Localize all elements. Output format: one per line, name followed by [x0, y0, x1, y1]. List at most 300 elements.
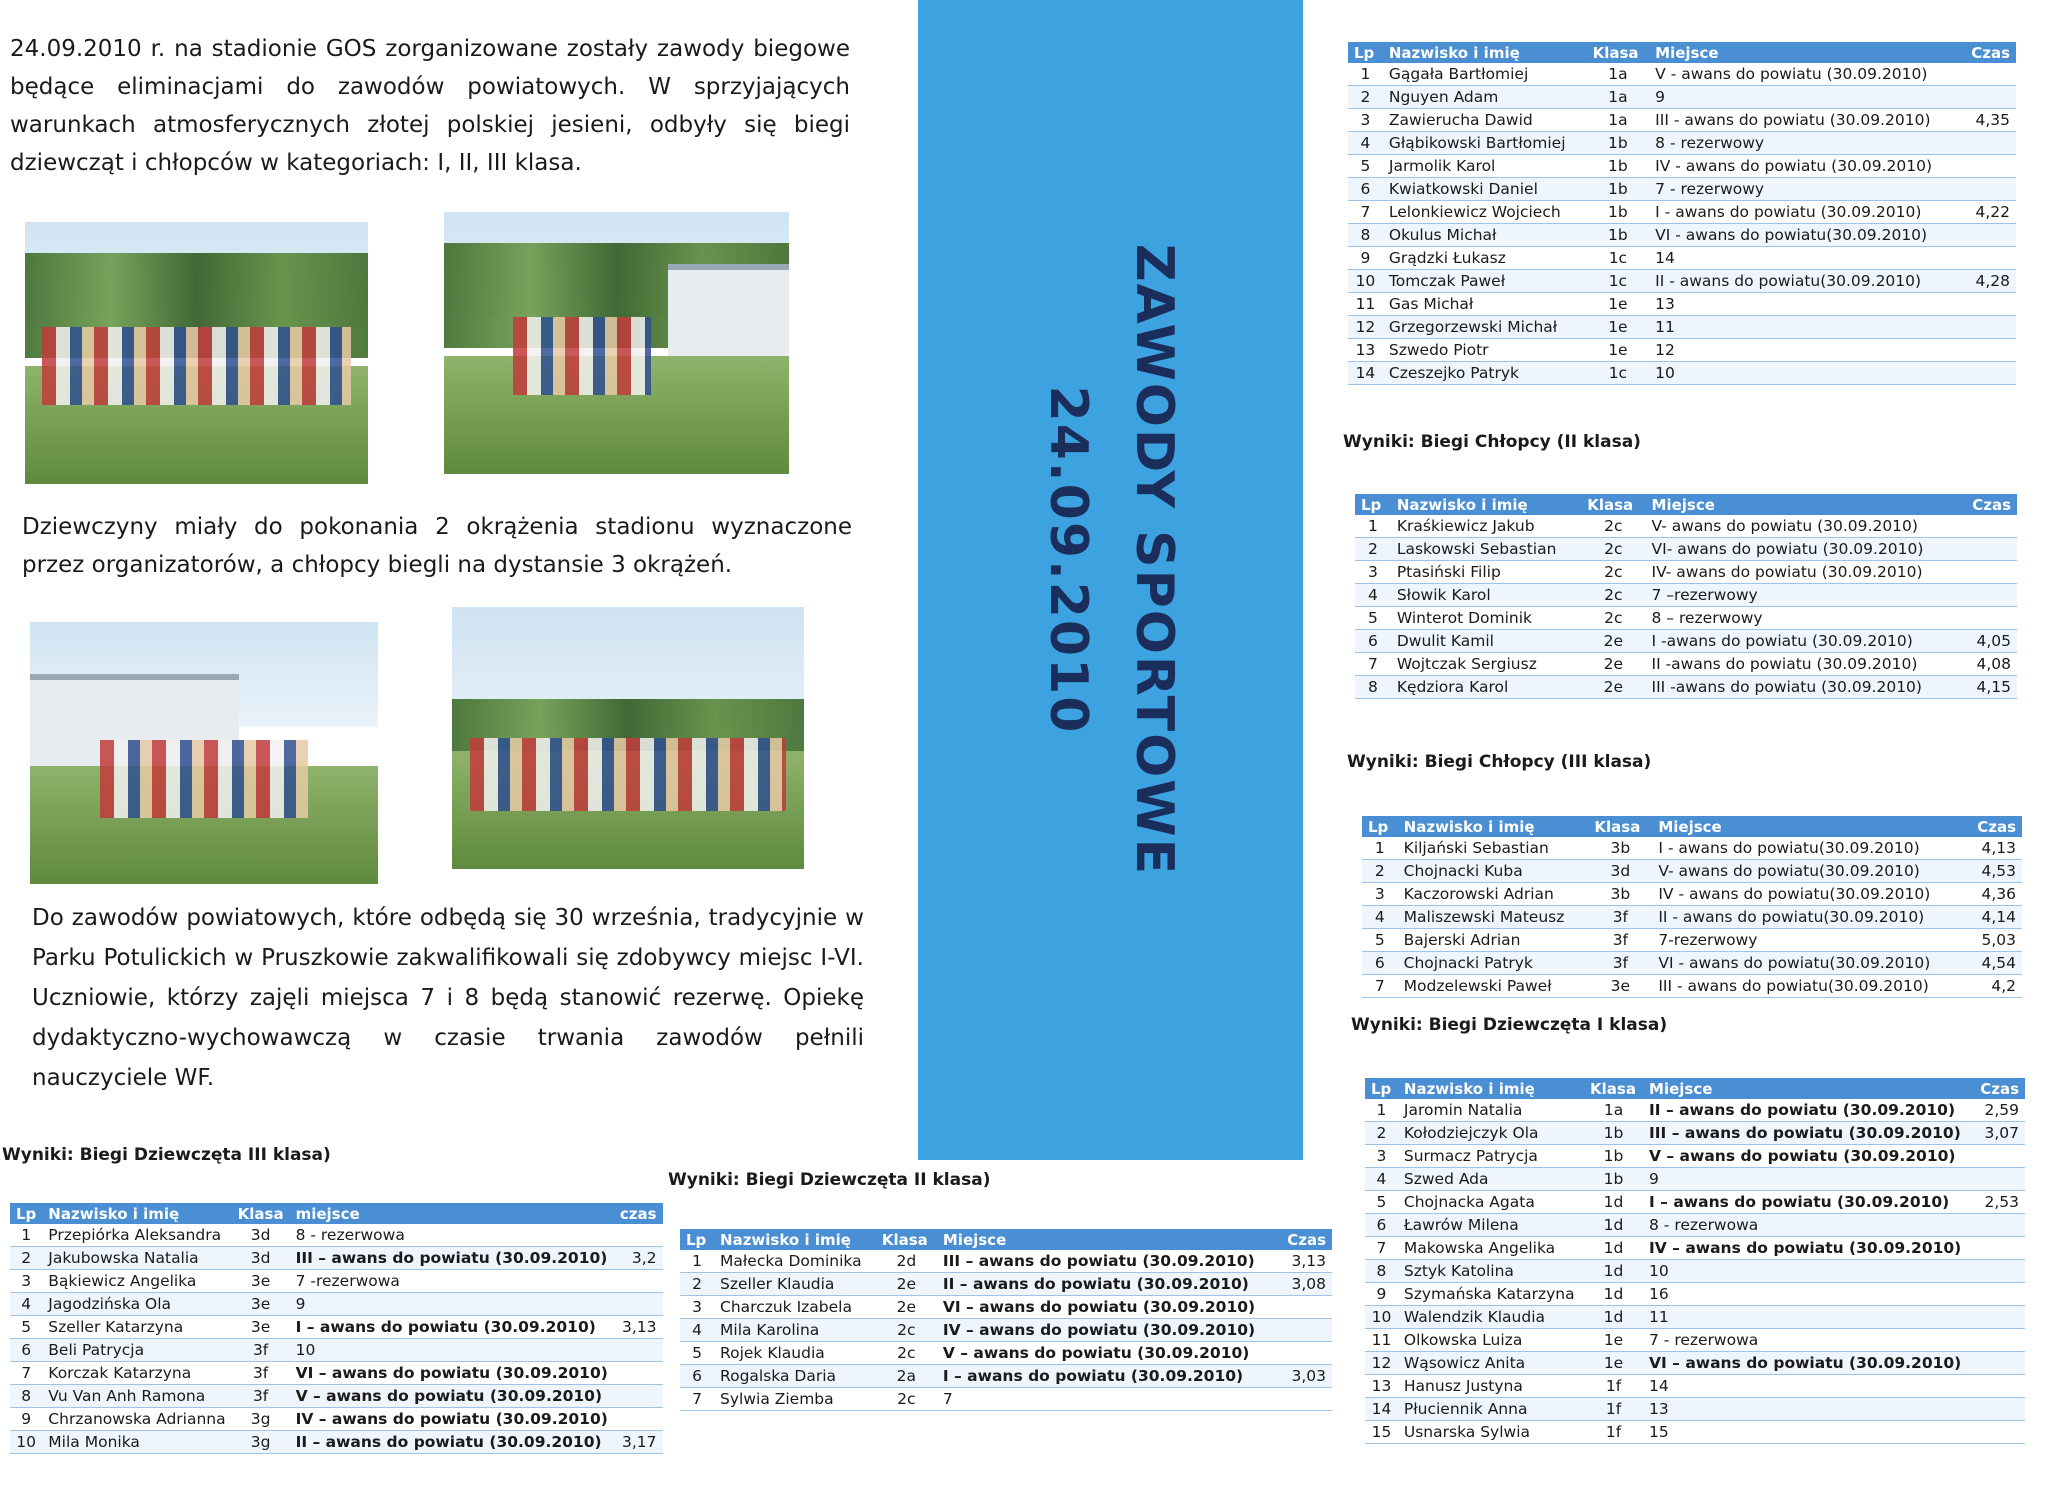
row-name: Zawierucha Dawid [1383, 109, 1587, 132]
row-time: 3,17 [614, 1431, 663, 1454]
row-place: IV - awans do powiatu (30.09.2010) [1649, 155, 1961, 178]
table-row [1348, 132, 2016, 155]
row-time [614, 1339, 663, 1362]
row-name: Dwulit Kamil [1391, 630, 1581, 653]
row-number: 4 [1348, 132, 1383, 155]
table-row [680, 1365, 1332, 1388]
table-row [1348, 293, 2016, 316]
row-class: 3f [232, 1339, 290, 1362]
row-name: Surmacz Patrycja [1398, 1145, 1584, 1168]
column-header: Lp [1362, 816, 1398, 837]
row-class: 1e [1584, 1329, 1643, 1352]
table-row [1365, 1214, 2025, 1237]
row-time [1973, 1145, 2025, 1168]
row-time: 4,05 [1961, 630, 2017, 653]
row-class: 3f [1588, 929, 1652, 952]
row-number: 4 [680, 1319, 714, 1342]
row-name: Lelonkiewicz Wojciech [1383, 201, 1587, 224]
row-class: 2c [876, 1319, 937, 1342]
row-place: II – awans do powiatu (30.09.2010) [1643, 1099, 1973, 1122]
column-header: Miejsce [1652, 816, 1966, 837]
table-row [1365, 1421, 2025, 1444]
row-name: Szymańska Katarzyna [1398, 1283, 1584, 1306]
caption-girls-1: Wyniki: Biegi Dziewczęta I klasa) [1351, 1015, 1668, 1035]
table-row [1365, 1191, 2025, 1214]
row-number: 5 [10, 1316, 42, 1339]
table-header-row [1365, 1078, 2025, 1099]
table-header-row [680, 1229, 1332, 1250]
column-header: Miejsce [937, 1229, 1279, 1250]
row-class: 2e [1581, 653, 1645, 676]
table-row [10, 1339, 663, 1362]
row-class: 3e [232, 1316, 290, 1339]
table-row [10, 1316, 663, 1339]
row-class: 2e [876, 1273, 937, 1296]
row-class: 1b [1584, 1145, 1643, 1168]
row-class: 1d [1584, 1260, 1643, 1283]
row-name: Tomczak Paweł [1383, 270, 1587, 293]
row-number: 3 [1365, 1145, 1398, 1168]
table-row [680, 1296, 1332, 1319]
row-name: Kwiatkowski Daniel [1383, 178, 1587, 201]
row-time [1278, 1388, 1332, 1411]
row-place: VI - awans do powiatu(30.09.2010) [1649, 224, 1961, 247]
table-boys-2 [1355, 494, 2017, 699]
photo-award-ceremony [30, 622, 378, 884]
row-name: Kołodziejczyk Ola [1398, 1122, 1584, 1145]
row-name: Grzegorzewski Michał [1383, 316, 1587, 339]
row-time [1961, 178, 2016, 201]
row-time [1973, 1260, 2025, 1283]
table-row [1355, 676, 2017, 699]
row-place: 7 [937, 1388, 1279, 1411]
table-row [1348, 270, 2016, 293]
row-name: Czeszejko Patryk [1383, 362, 1587, 385]
row-class: 3f [232, 1362, 290, 1385]
row-place: III -awans do powiatu (30.09.2010) [1646, 676, 1961, 699]
intro-paragraph-2: Dziewczyny miały do pokonania 2 okrążenia stadionu wyznaczone przez organizatorów, a chłopcy biegli na dystansie 3 okrążeń. [22, 514, 852, 578]
row-class: 2c [1581, 584, 1645, 607]
row-number: 3 [1348, 109, 1383, 132]
table-header-row [1348, 42, 2016, 63]
row-name: Szeller Katarzyna [42, 1316, 231, 1339]
table-row [1362, 929, 2022, 952]
row-time [1961, 561, 2017, 584]
column-header: Nazwisko i imię [1391, 494, 1581, 515]
row-time [1278, 1342, 1332, 1365]
row-place: I - awans do powiatu (30.09.2010) [1649, 201, 1961, 224]
row-class: 1f [1584, 1421, 1643, 1444]
column-header: Lp [680, 1229, 714, 1250]
table-row [680, 1250, 1332, 1273]
row-number: 10 [10, 1431, 42, 1454]
row-name: Charczuk Izabela [714, 1296, 876, 1319]
row-class: 1c [1587, 247, 1650, 270]
row-name: Jakubowska Natalia [42, 1247, 231, 1270]
table-row [1355, 515, 2017, 538]
table-row [1365, 1352, 2025, 1375]
row-place: V – awans do powiatu (30.09.2010) [290, 1385, 614, 1408]
row-number: 14 [1365, 1398, 1398, 1421]
row-number: 5 [680, 1342, 714, 1365]
row-place: I – awans do powiatu (30.09.2010) [290, 1316, 614, 1339]
table-row [1362, 883, 2022, 906]
column-header: Miejsce [1649, 42, 1961, 63]
row-place: VI- awans do powiatu (30.09.2010) [1646, 538, 1961, 561]
banner-title [1025, 244, 1197, 876]
column-header: Miejsce [1643, 1078, 1973, 1099]
row-time: 4,28 [1961, 270, 2016, 293]
row-name: Wojtczak Sergiusz [1391, 653, 1581, 676]
row-place: 7 -rezerwowa [290, 1270, 614, 1293]
column-header: Czas [1961, 42, 2016, 63]
row-name: Płuciennik Anna [1398, 1398, 1584, 1421]
row-name: Wąsowicz Anita [1398, 1352, 1584, 1375]
table-row [1348, 86, 2016, 109]
row-time [1973, 1283, 2025, 1306]
column-header: miejsce [290, 1203, 614, 1224]
row-number: 5 [1348, 155, 1383, 178]
row-time [1973, 1237, 2025, 1260]
row-time [1278, 1296, 1332, 1319]
row-place: 8 - rezerwowa [1643, 1214, 1973, 1237]
row-number: 6 [1348, 178, 1383, 201]
table-row [1365, 1329, 2025, 1352]
row-time [1961, 247, 2016, 270]
row-number: 7 [1365, 1237, 1398, 1260]
table-header-row [10, 1203, 663, 1224]
row-number: 7 [1362, 975, 1398, 998]
row-class: 1a [1587, 109, 1650, 132]
row-number: 6 [1362, 952, 1398, 975]
row-number: 15 [1365, 1421, 1398, 1444]
row-class: 2c [876, 1388, 937, 1411]
column-header: Lp [1348, 42, 1383, 63]
row-number: 9 [10, 1408, 42, 1431]
row-name: Szwed Ada [1398, 1168, 1584, 1191]
row-class: 3f [1588, 952, 1652, 975]
row-number: 1 [1348, 63, 1383, 86]
row-place: 15 [1643, 1421, 1973, 1444]
row-number: 2 [1365, 1122, 1398, 1145]
row-time [614, 1362, 663, 1385]
column-header: Czas [1278, 1229, 1332, 1250]
row-number: 12 [1365, 1352, 1398, 1375]
column-header: Lp [1365, 1078, 1398, 1099]
row-time [1973, 1329, 2025, 1352]
row-place: 7 - rezerwowa [1643, 1329, 1973, 1352]
row-name: Przepiórka Aleksandra [42, 1224, 231, 1247]
table-row [1365, 1375, 2025, 1398]
row-name: Sylwia Ziemba [714, 1388, 876, 1411]
row-name: Gągała Bartłomiej [1383, 63, 1587, 86]
row-place: V- awans do powiatu(30.09.2010) [1652, 860, 1966, 883]
row-number: 3 [680, 1296, 714, 1319]
row-class: 1a [1584, 1099, 1643, 1122]
column-header: Klasa [232, 1203, 290, 1224]
table-row [1365, 1306, 2025, 1329]
row-time: 4,22 [1961, 201, 2016, 224]
table-row [1348, 339, 2016, 362]
row-name: Małecka Dominika [714, 1250, 876, 1273]
column-header: czas [614, 1203, 663, 1224]
column-header: Klasa [1587, 42, 1650, 63]
row-time [1961, 132, 2016, 155]
column-header: Nazwisko i imię [1398, 816, 1589, 837]
table-row [1348, 155, 2016, 178]
column-header: Czas [1966, 816, 2022, 837]
row-name: Mila Karolina [714, 1319, 876, 1342]
row-number: 2 [10, 1247, 42, 1270]
photo-team [452, 607, 804, 869]
row-name: Kędziora Karol [1391, 676, 1581, 699]
table-row [1365, 1283, 2025, 1306]
row-time: 2,59 [1973, 1099, 2025, 1122]
row-place: 10 [290, 1339, 614, 1362]
row-number: 5 [1355, 607, 1391, 630]
row-class: 3g [232, 1408, 290, 1431]
row-class: 1b [1587, 201, 1650, 224]
row-time [1961, 155, 2016, 178]
row-name: Głąbikowski Bartłomiej [1383, 132, 1587, 155]
row-time: 3,13 [614, 1316, 663, 1339]
table-row [680, 1273, 1332, 1296]
row-number: 12 [1348, 316, 1383, 339]
row-number: 2 [1348, 86, 1383, 109]
row-name: Kraśkiewicz Jakub [1391, 515, 1581, 538]
intro-text [10, 30, 850, 182]
row-place: I – awans do powiatu (30.09.2010) [1643, 1191, 1973, 1214]
row-place: 7-rezerwowy [1652, 929, 1966, 952]
row-place: 9 [1643, 1168, 1973, 1191]
row-number: 14 [1348, 362, 1383, 385]
row-class: 2c [1581, 538, 1645, 561]
row-name: Chojnacki Kuba [1398, 860, 1589, 883]
row-class: 3e [232, 1270, 290, 1293]
table-row [1348, 362, 2016, 385]
row-number: 13 [1348, 339, 1383, 362]
row-number: 8 [1348, 224, 1383, 247]
row-name: Beli Patrycja [42, 1339, 231, 1362]
table-row [1348, 63, 2016, 86]
row-class: 2e [876, 1296, 937, 1319]
caption-boys-3: Wyniki: Biegi Chłopcy (III klasa) [1347, 752, 1652, 772]
column-header: Klasa [876, 1229, 937, 1250]
column-header: Klasa [1581, 494, 1645, 515]
row-time [1973, 1306, 2025, 1329]
row-number: 9 [1365, 1283, 1398, 1306]
row-name: Ptasiński Filip [1391, 561, 1581, 584]
row-number: 13 [1365, 1375, 1398, 1398]
table-row [1355, 630, 2017, 653]
row-time [1973, 1421, 2025, 1444]
row-name: Hanusz Justyna [1398, 1375, 1584, 1398]
photo-runner-finish [444, 212, 789, 474]
row-class: 1c [1587, 362, 1650, 385]
row-time: 2,53 [1973, 1191, 2025, 1214]
row-class: 1e [1587, 293, 1650, 316]
table-row [1365, 1260, 2025, 1283]
table-row [10, 1293, 663, 1316]
row-time [1961, 224, 2016, 247]
table-girls-3 [10, 1203, 663, 1454]
row-number: 7 [1355, 653, 1391, 676]
table-row [1365, 1122, 2025, 1145]
row-name: Rojek Klaudia [714, 1342, 876, 1365]
row-time [1961, 63, 2016, 86]
row-number: 7 [10, 1362, 42, 1385]
row-class: 2c [1581, 607, 1645, 630]
column-header: Nazwisko i imię [1398, 1078, 1584, 1099]
row-place: VI – awans do powiatu (30.09.2010) [937, 1296, 1279, 1319]
row-place: IV – awans do powiatu (30.09.2010) [1643, 1237, 1973, 1260]
row-number: 1 [680, 1250, 714, 1273]
table-row [1355, 584, 2017, 607]
row-place: I -awans do powiatu (30.09.2010) [1646, 630, 1961, 653]
row-place: III – awans do powiatu (30.09.2010) [937, 1250, 1279, 1273]
table-row [1362, 906, 2022, 929]
table-row [1348, 201, 2016, 224]
row-place: 12 [1649, 339, 1961, 362]
row-place: IV – awans do powiatu (30.09.2010) [937, 1319, 1279, 1342]
row-place: III – awans do powiatu (30.09.2010) [290, 1247, 614, 1270]
row-time [1973, 1168, 2025, 1191]
row-class: 1f [1584, 1375, 1643, 1398]
row-time: 3,2 [614, 1247, 663, 1270]
table-row [1348, 178, 2016, 201]
row-name: Okulus Michał [1383, 224, 1587, 247]
row-number: 3 [10, 1270, 42, 1293]
row-time [1973, 1398, 2025, 1421]
column-header: Klasa [1588, 816, 1652, 837]
row-time: 3,08 [1278, 1273, 1332, 1296]
row-place: 8 - rezerwowa [290, 1224, 614, 1247]
row-place: V- awans do powiatu (30.09.2010) [1646, 515, 1961, 538]
row-time [1961, 362, 2016, 385]
table-row [1348, 316, 2016, 339]
table-boys-3 [1362, 816, 2022, 998]
table-row [1348, 247, 2016, 270]
row-time [614, 1293, 663, 1316]
row-class: 1d [1584, 1283, 1643, 1306]
row-place: I – awans do powiatu (30.09.2010) [937, 1365, 1279, 1388]
row-time [1961, 584, 2017, 607]
column-header: Lp [10, 1203, 42, 1224]
row-time: 3,13 [1278, 1250, 1332, 1273]
row-time [1961, 607, 2017, 630]
row-place: II - awans do powiatu(30.09.2010) [1652, 906, 1966, 929]
column-header: Nazwisko i imię [1383, 42, 1587, 63]
row-name: Rogalska Daria [714, 1365, 876, 1388]
column-header: Czas [1961, 494, 2017, 515]
row-time [614, 1270, 663, 1293]
row-name: Usnarska Sylwia [1398, 1421, 1584, 1444]
caption-boys-2: Wyniki: Biegi Chłopcy (II klasa) [1343, 432, 1641, 452]
row-class: 1a [1587, 86, 1650, 109]
table-row [10, 1224, 663, 1247]
row-place: II – awans do powiatu (30.09.2010) [937, 1273, 1279, 1296]
row-name: Walendzik Klaudia [1398, 1306, 1584, 1329]
row-number: 7 [1348, 201, 1383, 224]
row-number: 5 [1362, 929, 1398, 952]
row-name: Modzelewski Paweł [1398, 975, 1589, 998]
row-number: 6 [680, 1365, 714, 1388]
row-place: IV- awans do powiatu (30.09.2010) [1646, 561, 1961, 584]
row-name: Słowik Karol [1391, 584, 1581, 607]
row-number: 1 [1362, 837, 1398, 860]
table-row [1362, 952, 2022, 975]
row-place: I - awans do powiatu(30.09.2010) [1652, 837, 1966, 860]
row-class: 2e [1581, 676, 1645, 699]
row-number: 6 [1355, 630, 1391, 653]
row-class: 3f [232, 1385, 290, 1408]
row-class: 3d [232, 1224, 290, 1247]
row-class: 2c [876, 1342, 937, 1365]
table-row [10, 1431, 663, 1454]
table-girls-1 [1365, 1078, 2025, 1444]
row-number: 10 [1365, 1306, 1398, 1329]
row-time: 4,14 [1966, 906, 2022, 929]
row-class: 3e [232, 1293, 290, 1316]
row-class: 3f [1588, 906, 1652, 929]
table-row [10, 1247, 663, 1270]
row-time [1973, 1375, 2025, 1398]
row-class: 1e [1584, 1352, 1643, 1375]
row-place: II - awans do powiatu(30.09.2010) [1649, 270, 1961, 293]
row-place: V - awans do powiatu (30.09.2010) [1649, 63, 1961, 86]
column-header: Nazwisko i imię [714, 1229, 876, 1250]
column-header: Klasa [1584, 1078, 1643, 1099]
row-time: 4,53 [1966, 860, 2022, 883]
row-number: 1 [10, 1224, 42, 1247]
row-class: 2a [876, 1365, 937, 1388]
row-name: Kiljański Sebastian [1398, 837, 1589, 860]
row-number: 11 [1365, 1329, 1398, 1352]
row-name: Szwedo Piotr [1383, 339, 1587, 362]
row-class: 3b [1588, 883, 1652, 906]
table-row [1355, 538, 2017, 561]
row-place: III - awans do powiatu(30.09.2010) [1652, 975, 1966, 998]
row-class: 1e [1587, 316, 1650, 339]
row-place: VI – awans do powiatu (30.09.2010) [290, 1362, 614, 1385]
caption-girls-2: Wyniki: Biegi Dziewczęta II klasa) [668, 1170, 991, 1190]
row-place: V – awans do powiatu (30.09.2010) [937, 1342, 1279, 1365]
row-number: 1 [1365, 1099, 1398, 1122]
row-name: Ławrów Milena [1398, 1214, 1584, 1237]
row-name: Korczak Katarzyna [42, 1362, 231, 1385]
row-time: 4,15 [1961, 676, 2017, 699]
row-name: Nguyen Adam [1383, 86, 1587, 109]
row-class: 3d [1588, 860, 1652, 883]
row-name: Szeller Klaudia [714, 1273, 876, 1296]
caption-girls-3: Wyniki: Biegi Dziewczęta III klasa) [2, 1145, 331, 1165]
row-place: II – awans do powiatu (30.09.2010) [290, 1431, 614, 1454]
row-time: 3,07 [1973, 1122, 2025, 1145]
row-class: 1b [1584, 1122, 1643, 1145]
row-name: Jarmolik Karol [1383, 155, 1587, 178]
row-number: 8 [10, 1385, 42, 1408]
row-class: 1b [1584, 1168, 1643, 1191]
row-class: 2e [1581, 630, 1645, 653]
row-class: 1d [1584, 1237, 1643, 1260]
table-row [1355, 561, 2017, 584]
row-name: Mila Monika [42, 1431, 231, 1454]
row-place: II -awans do powiatu (30.09.2010) [1646, 653, 1961, 676]
row-class: 2c [1581, 515, 1645, 538]
row-time [614, 1224, 663, 1247]
row-time [1961, 316, 2016, 339]
table-row [680, 1388, 1332, 1411]
